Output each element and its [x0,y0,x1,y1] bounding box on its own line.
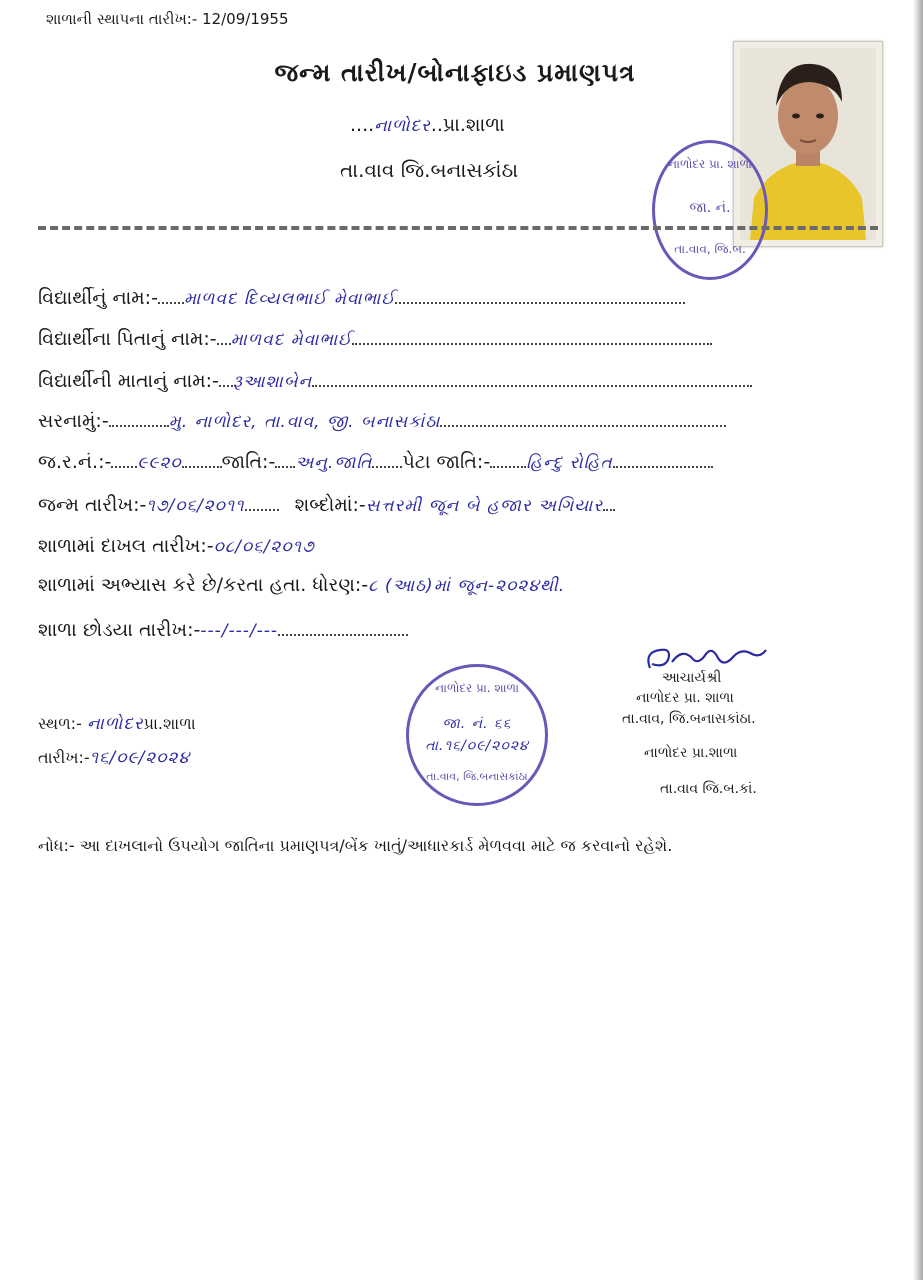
date-value: ૧૬/૦૯/૨૦૨૪ [89,748,191,768]
leaving-value: ---/---/--- [200,621,278,641]
dob-row: જન્મ તારીખ:- ૧૭/૦૬/૨૦૧૧ શબ્દોમાં:- સત્તરમી જૂન બે હજાર અગિયાર [38,493,615,516]
school-stamp-middle: નાળોદર પ્રા. શાળા જા. નં. ૬૬ તા.૧૬/૦૯/૨૦૨૪ તા.વાવ, જિ.બનાસકાંઠા [406,664,548,806]
principal-school-2: નાળોદર પ્રા.શાળા [644,745,738,761]
standard-row: શાળામાં અભ્યાસ કરે છે/કરતા હતા. ધોરણ:- ૮ (આઠ)માં જૂન-૨૦૨૪થી. [38,574,566,596]
address-row: સરનામું:- મુ. નાળોદર, તા.વાવ, જી. બનાસકાંઠા [38,409,726,432]
principal-location-2: તા.વાવ જિ.બ.કાં. [660,781,757,797]
school-name-handwritten: નાળોદર [374,116,431,136]
subcaste-value: હિન્દુ રોહિત [526,453,613,473]
principal-school: નાળોદર પ્રા. શાળા [636,690,734,706]
address-value: મુ. નાળોદર, તા.વાવ, જી. બનાસકાંઠા [168,412,441,432]
school-stamp-top: નાળોદર પ્રા. શાળા જા. નં. તા.વાવ, જિ.બ. [652,140,768,280]
usage-note: નોધ:- આ દાખલાનો ઉપયોગ જાતિના પ્રમાણપત્ર/બેંક ખાતું/આધારકાર્ડ મેળવવા માટે જ કરવાનો રહેશે. [38,836,673,855]
place-value: નાળોદર [86,714,144,734]
admission-value: ૦૮/૦૬/૨૦૧૭ [213,537,315,557]
dob-value: ૧૭/૦૬/૨૦૧૧ [146,496,245,516]
leaving-row: શાળા છોડયા તારીખ:- ---/---/--- [38,618,408,641]
school-name-line: ....નાળોદર..પ્રા.શાળા [350,114,505,136]
father-name-row: વિદ્યાર્થીના પિતાનું નામ:- માળવદ મેવાભાઈ [38,327,712,350]
gr-number-value: ૯૯૨૦ [137,453,182,473]
admission-row: શાળામાં દાખલ તારીખ:- ૦૮/૦૬/૨૦૧૭ [38,535,315,557]
gr-caste-row: જ.ર.નં.:- ૯૯૨૦ જાતિ:- અનુ.જાતિ પેટા જાતિ:- હિન્દુ રોહિત [38,450,713,473]
header-separator [38,226,878,230]
establishment-date: શાળાની સ્થાપના તારીખ:- 12/09/1955 [46,10,289,28]
father-name-value: માળવદ મેવાભાઈ [230,330,353,350]
taluka-district: તા.વાવ જિ.બનાસકાંઠા [340,158,519,182]
principal-title: આચાર્યશ્રી [662,670,722,686]
principal-location: તા.વાવ, જિ.બનાસકાંઠા. [622,711,756,727]
place-line: સ્થળ:- નાળોદરપ્રા.શાળા [38,714,196,734]
dob-words-value: સત્તરમી જૂન બે હજાર અગિયાર [365,496,604,516]
caste-value: અનુ.જાતિ [295,453,373,473]
certificate-title: જન્મ તારીખ/બોનાફાઇડ પ્રમાણપત્ર [274,58,636,87]
student-name-row: વિદ્યાર્થીનું નામ:- માળવદ દિવ્યલભાઈ મેવાભાઈ [38,286,685,309]
standard-value: ૮ (આઠ)માં જૂન-૨૦૨૪થી. [368,576,566,596]
mother-name-value: રૂઆશાબેન [232,372,313,392]
page-edge-shadow [913,0,923,1280]
mother-name-row: વિદ્યાર્થીની માતાનું નામ:- રૂઆશાબેન [38,369,752,392]
student-name-value: માળવદ દિવ્યલભાઈ મેવાભાઈ [183,289,396,309]
date-line: તારીખ:-૧૬/૦૯/૨૦૨૪ [38,748,191,768]
